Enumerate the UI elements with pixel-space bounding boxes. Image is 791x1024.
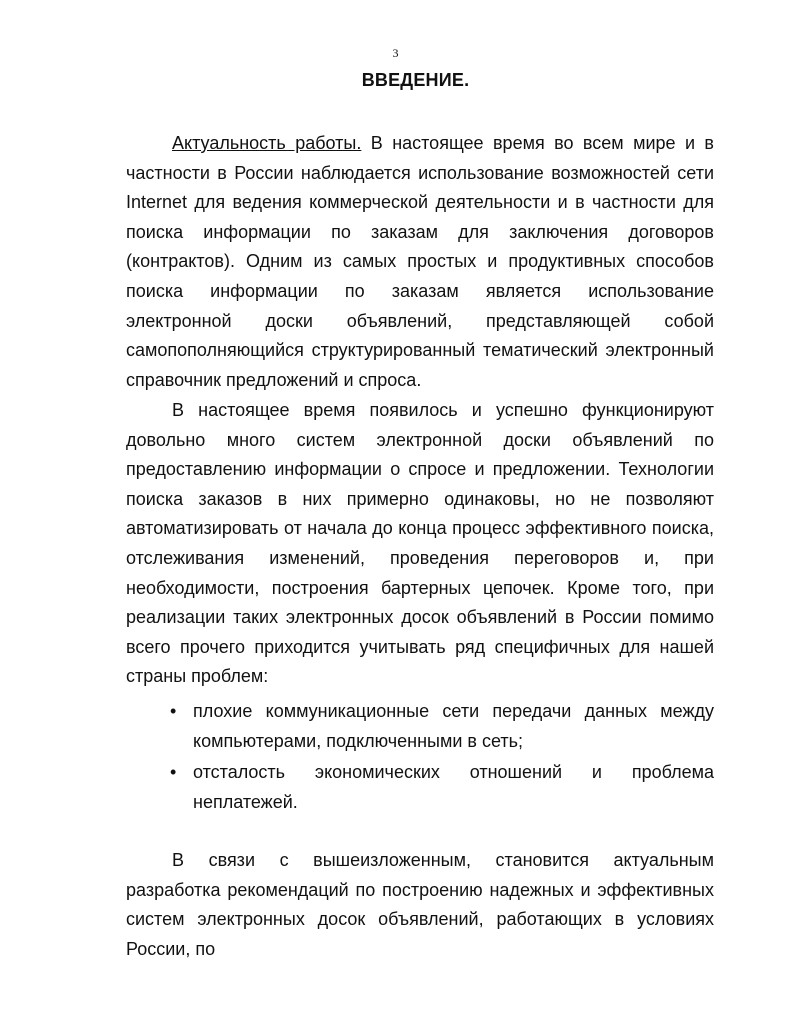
conclusion-text: В связи с вышеизложенным, становится актуальным разработка рекомендаций по построению надежных и эффективных систем электронных досок объявлений, работающих в условиях России, по <box>126 850 714 959</box>
list-item-text: отсталость экономических отношений и проблема неплатежей. <box>193 762 714 812</box>
relevance-text: В настоящее время во всем мире и в частности в России наблюдается использование возможностей сети Internet для ведения коммерческой деятельности и в частности для поиска информации по заказам для заключения договоров (контрактов). Одним из самых простых и продуктивных способов поиска информации по заказам является использование электронной доски объявлений, представляющей собой самопополняющийся структурированный тематический электронный справочник предложений и спроса. <box>126 133 714 390</box>
paragraph-relevance <box>126 129 714 395</box>
paragraph-current-systems <box>126 396 714 692</box>
list-item <box>126 758 714 817</box>
bullet-icon: • <box>170 762 177 783</box>
current-systems-text: В настоящее время появилось и успешно функционируют довольно много систем электронной доски объявлений по предоставлению информации о спросе и предложении. Технологии поиска заказов в них примерно одинаковы, но не позволяют автоматизировать от начала до конца процесс эффективного поиска, отслеживания изменений, проведения переговоров и, при необходимости, построения бартерных цепочек. Кроме того, при реализации таких электронных досок объявлений в России помимо всего прочего приходится учитывать ряд специфичных для нашей страны проблем: <box>126 400 714 687</box>
relevance-heading: Актуальность работы. <box>172 133 362 153</box>
list-item-text: плохие коммуникационные сети передачи данных между компьютерами, подключенными в сеть; <box>193 701 714 751</box>
problem-list <box>126 697 714 817</box>
section-title: ВВЕДЕНИЕ. <box>361 70 470 90</box>
paragraph-conclusion <box>126 846 714 964</box>
list-item <box>126 697 714 756</box>
bullet-icon: • <box>170 701 177 721</box>
page-number: 3 <box>392 46 399 60</box>
